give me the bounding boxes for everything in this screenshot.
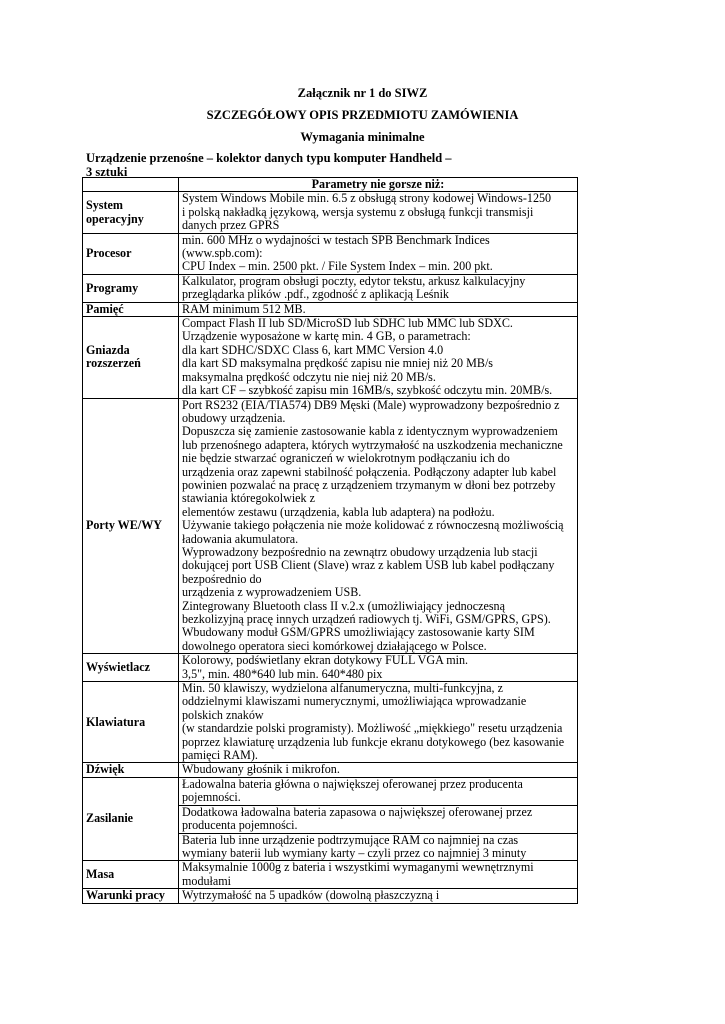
spec-parameter-name bbox=[83, 682, 179, 763]
spec-parameter-name-line: Gniazda bbox=[86, 342, 130, 357]
spec-parameter-name bbox=[83, 889, 179, 903]
spec-parameter-name bbox=[83, 233, 179, 274]
spec-row bbox=[83, 274, 578, 302]
annex-label: Załącznik nr 1 do SIWZ bbox=[297, 86, 428, 100]
spec-row bbox=[83, 398, 578, 654]
spec-value-line: Wbudowany moduł GSM/GPRS umożliwiający zastosowanie karty SIM bbox=[182, 625, 535, 640]
spec-value-line: obudowy urządzenia. bbox=[182, 410, 286, 425]
spec-row bbox=[83, 302, 578, 316]
spec-parameter-value bbox=[179, 861, 578, 889]
spec-table bbox=[82, 177, 578, 904]
spec-value-line: Wyprowadzony bezpośrednio na zewnątrz obudowy urządzenia lub stacji bbox=[182, 544, 538, 559]
spec-row bbox=[83, 682, 578, 763]
spec-value-line: Min. 50 klawiszy, wydzielona alfanumeryczna, multi-funkcyjna, z bbox=[182, 681, 503, 696]
spec-value-line: przeglądarka plików .pdf., zgodność z aplikacją Leśnik bbox=[182, 287, 449, 302]
spec-table-header: Parametry nie gorsze niż: bbox=[179, 178, 578, 192]
spec-parameter-name-line: Programy bbox=[86, 280, 139, 295]
spec-value-line: pamięci RAM). bbox=[182, 748, 258, 763]
spec-value-line: maksymalna prędkość odczytu nie niej niż 20 MB/s. bbox=[182, 369, 436, 384]
device-line-1: Urządzenie przenośne – kolektor danych typu komputer Handheld – bbox=[86, 151, 452, 165]
spec-value-line: wymiany baterii lub wymiany karty – czyli przez co najmniej 3 minuty bbox=[182, 845, 527, 860]
spec-parameter-name-line: Porty WE/WY bbox=[86, 518, 163, 533]
spec-parameter-value bbox=[179, 777, 578, 805]
spec-row bbox=[83, 777, 578, 805]
spec-value-line: pojemności. bbox=[182, 790, 241, 805]
spec-value-line: Zintegrowany Bluetooth class II v.2.x (umożliwiający jednoczesną bbox=[182, 598, 505, 613]
spec-value-line: Kalkulator, program obsługi poczty, edytor tekstu, arkusz kalkulacyjny bbox=[182, 273, 526, 288]
spec-value-line: urządzenia oraz zapewni stabilność połączenia. Podłączony adapter lub kabel bbox=[182, 464, 557, 479]
spec-parameter-name bbox=[83, 317, 179, 398]
spec-parameter-name-line: operacyjny bbox=[86, 211, 144, 226]
spec-parameter-name bbox=[83, 861, 179, 889]
spec-value-line: 3,5", min. 480*640 lub min. 640*480 pix bbox=[182, 666, 383, 681]
spec-value-line: min. 600 MHz o wydajności w testach SPB Benchmark Indices bbox=[182, 232, 490, 247]
spec-value-line: System Windows Mobile min. 6.5 z obsługą strony kodowej Windows-1250 bbox=[182, 191, 552, 206]
spec-parameter-name-line: Dźwięk bbox=[86, 762, 125, 777]
spec-parameter-name bbox=[83, 763, 179, 777]
spec-value-line: Bateria lub inne urządzenie podtrzymujące RAM co najmniej na czas bbox=[182, 832, 519, 847]
spec-value-line: Urządzenie wyposażone w kartę min. 4 GB, o parametrach: bbox=[182, 329, 471, 344]
spec-parameter-value bbox=[179, 398, 578, 654]
spec-parameter-value bbox=[179, 682, 578, 763]
spec-value-line: dokującej port USB Client (Slave) wraz z kablem USB lub kabel podłączany bbox=[182, 558, 555, 573]
spec-value-line: ładowania akumulatora. bbox=[182, 531, 299, 546]
spec-value-line: stawiania któregokolwiek z bbox=[182, 491, 315, 506]
device-description bbox=[86, 152, 466, 179]
spec-value-line: Port RS232 (EIA/TIA574) DB9 Męski (Male) wyprowadzony bezpośrednio z bbox=[182, 397, 560, 412]
spec-value-line: dla kart SDHC/SDXC Class 6, kart MMC Version 4.0 bbox=[182, 342, 444, 357]
spec-value-line: dla kart CF – szybkość zapisu min 16MB/s, szybkość odczytu min. 20MB/s. bbox=[182, 383, 553, 398]
spec-value-line: nie będzie stwarzać ograniczeń w wielokrotnym podłączaniu ich do bbox=[182, 451, 510, 466]
spec-value-line: bezkolizyjną pracę innych urządzeń radiowych tj. WiFi, GSM/GPRS, GPS). bbox=[182, 612, 551, 626]
spec-value-line: poprzez klawiaturę urządzenia lub funkcje ekranu dotykowego (bez kasowanie bbox=[182, 734, 565, 749]
spec-parameter-name bbox=[83, 302, 179, 316]
spec-parameter-name-line: Warunki pracy bbox=[86, 888, 165, 903]
device-line-2: 3 sztuki bbox=[86, 164, 128, 179]
spec-value-line: dowolnego operatora sieci komórkowej działającego w Polsce. bbox=[182, 638, 487, 653]
spec-parameter-value bbox=[179, 192, 578, 233]
spec-parameter-value bbox=[179, 317, 578, 398]
spec-value-line: i polską nakładką językową, wersja systemu z obsługą funkcji transmisji bbox=[182, 204, 534, 219]
spec-row bbox=[83, 192, 578, 233]
spec-row bbox=[83, 763, 578, 777]
spec-parameter-value bbox=[179, 805, 578, 833]
spec-value-line: Compact Flash II lub SD/MicroSD lub SDHC lub MMC lub SDXC. bbox=[182, 316, 513, 331]
spec-value-line: Ładowalna bateria główna o największej oferowanej przez producenta bbox=[182, 776, 523, 791]
spec-parameter-name bbox=[83, 274, 179, 302]
spec-value-line: modułami bbox=[182, 873, 232, 888]
spec-parameter-name bbox=[83, 192, 179, 233]
spec-value-line: urządzenia z wyprowadzeniem USB. bbox=[182, 585, 362, 600]
spec-value-line: CPU Index – min. 2500 pkt. / File System Index – min. 200 pkt. bbox=[182, 259, 493, 274]
spec-value-line: Dodatkowa ładowalna bateria zapasowa o największej oferowanej przez bbox=[182, 804, 533, 819]
spec-parameter-name bbox=[83, 398, 179, 654]
spec-parameter-value bbox=[179, 233, 578, 274]
spec-row bbox=[83, 889, 578, 903]
spec-value-line: powinien pozwalać na pracę z urządzeniem trzymanym w dłoni bez potrzeby bbox=[182, 477, 556, 492]
spec-parameter-name-line: Klawiatura bbox=[86, 714, 146, 729]
spec-value-line: danych przez GPRS bbox=[182, 218, 280, 233]
header-empty-cell bbox=[83, 178, 179, 192]
document-title: SZCZEGÓŁOWY OPIS PRZEDMIOTU ZAMÓWIENIA bbox=[206, 108, 519, 122]
spec-parameter-name-line: Zasilanie bbox=[86, 811, 134, 826]
spec-parameter-value bbox=[179, 889, 578, 903]
spec-value-line: (www.spb.com): bbox=[182, 246, 263, 261]
spec-value-line: Kolorowy, podświetlany ekran dotykowy FULL VGA min. bbox=[182, 653, 469, 668]
spec-parameter-name bbox=[83, 654, 179, 682]
spec-table-header-row bbox=[83, 178, 578, 192]
spec-row bbox=[83, 654, 578, 682]
spec-value-line: Używanie takiego połączenia nie może kolidować z równoczesną możliwością bbox=[182, 518, 564, 533]
spec-parameter-name-line: Masa bbox=[86, 867, 115, 882]
spec-value-line: Maksymalnie 1000g z bateria i wszystkimi wymaganymi wewnętrznymi bbox=[182, 860, 534, 875]
spec-value-line: RAM minimum 512 MB. bbox=[182, 301, 306, 316]
spec-value-line: bezpośrednio do bbox=[182, 571, 262, 586]
spec-value-line: (w standardzie polski programisty). Możliwość „miękkiego" resetu urządzenia bbox=[182, 721, 563, 736]
spec-parameter-value bbox=[179, 302, 578, 316]
spec-value-line: lub przenośnego adaptera, których wytrzymałość na uszkodzenia mechaniczne bbox=[182, 437, 563, 452]
spec-table-body bbox=[83, 192, 578, 903]
spec-value-line: polskich znaków bbox=[182, 707, 264, 722]
spec-value-line: elementów zestawu (urządzenia, kabla lub adaptera) na podłożu. bbox=[182, 504, 495, 519]
spec-value-line: Wytrzymałość na 5 upadków (dowolną płaszczyzną i bbox=[182, 888, 440, 903]
spec-parameter-value bbox=[179, 654, 578, 682]
spec-parameter-name-line: Pamięć bbox=[86, 301, 124, 316]
spec-row bbox=[83, 317, 578, 398]
spec-row bbox=[83, 861, 578, 889]
spec-value-line: Wbudowany głośnik i mikrofon. bbox=[182, 762, 340, 777]
spec-value-line: Dopuszcza się zamienie zastosowanie kabla z identycznym wyprowadzeniem bbox=[182, 424, 558, 439]
spec-parameter-name bbox=[83, 777, 179, 860]
spec-parameter-name-line: Procesor bbox=[86, 246, 132, 261]
spec-value-line: dla kart SD maksymalna prędkość zapisu nie mniej niż 20 MB/s bbox=[182, 356, 494, 371]
spec-row bbox=[83, 233, 578, 274]
spec-parameter-name-line: Wyświetlacz bbox=[86, 659, 151, 674]
spec-parameter-name-line: rozszerzeń bbox=[86, 356, 141, 371]
spec-parameter-value bbox=[179, 274, 578, 302]
spec-value-line: oddzielnymi klawiszami numerycznymi, umożliwiająca wprowadzanie bbox=[182, 694, 527, 709]
spec-value-line: producenta pojemności. bbox=[182, 818, 298, 833]
spec-parameter-value bbox=[179, 763, 578, 777]
document-subtitle: Wymagania minimalne bbox=[300, 130, 425, 144]
spec-parameter-name-line: System bbox=[86, 198, 123, 213]
spec-parameter-value bbox=[179, 833, 578, 861]
